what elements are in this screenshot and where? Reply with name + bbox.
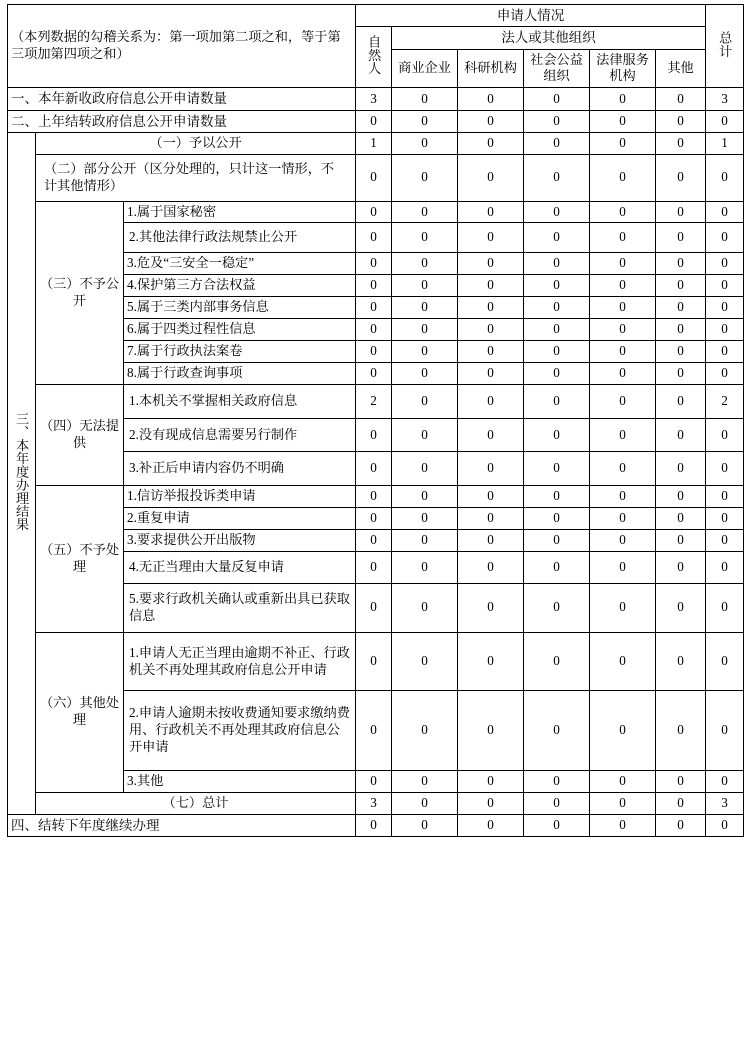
header-sub-other: 其他 <box>656 49 706 88</box>
cell-value: 0 <box>656 253 706 275</box>
cell-value: 0 <box>356 452 392 486</box>
header-natural-person-label: 自然人 <box>366 35 382 75</box>
cell-value: 0 <box>590 551 656 583</box>
cell-value: 0 <box>458 793 524 815</box>
cell-value: 0 <box>356 551 392 583</box>
item-label: 2.申请人逾期未按收费通知要求缴纳费用、行政机关不再处理其政府信息公开申请 <box>124 691 356 771</box>
cell-value: 0 <box>392 297 458 319</box>
cell-value: 0 <box>458 551 524 583</box>
cell-value: 0 <box>458 340 524 362</box>
cell-value: 2 <box>356 384 392 418</box>
cell-value: 0 <box>656 362 706 384</box>
item-label: 2.没有现成信息需要另行制作 <box>124 418 356 452</box>
cell-value: 0 <box>590 297 656 319</box>
header-sub-legal-service: 法律服务机构 <box>590 49 656 88</box>
cell-value: 0 <box>356 362 392 384</box>
cell-value: 0 <box>656 201 706 223</box>
category-cell: （三）不予公开 <box>36 201 124 384</box>
item-label: 2.其他法律行政法规禁止公开 <box>124 223 356 253</box>
cell-value: 0 <box>706 771 744 793</box>
cell-value: 0 <box>392 253 458 275</box>
cell-value: 0 <box>458 362 524 384</box>
cell-value: 0 <box>706 418 744 452</box>
cell-value: 0 <box>356 223 392 253</box>
cell-value: 0 <box>590 583 656 632</box>
category-cell: （七）总计 <box>36 793 356 815</box>
cell-value: 0 <box>706 297 744 319</box>
cell-value: 0 <box>458 384 524 418</box>
header-sub-public-welfare: 社会公益组织 <box>524 49 590 88</box>
cell-value: 0 <box>590 632 656 691</box>
cell-value: 0 <box>590 154 656 201</box>
cell-value: 0 <box>392 223 458 253</box>
cell-value: 0 <box>656 530 706 552</box>
cell-value: 0 <box>590 318 656 340</box>
table-row <box>8 384 744 418</box>
cell-value: 0 <box>524 814 590 836</box>
header-total-label: 总计 <box>717 30 733 57</box>
table-header-row-1 <box>8 5 744 27</box>
cell-value: 0 <box>590 253 656 275</box>
cell-value: 0 <box>356 814 392 836</box>
header-applicant-situation: 申请人情况 <box>356 5 706 27</box>
cell-value: 0 <box>656 132 706 154</box>
cell-value: 0 <box>590 486 656 508</box>
cell-value: 0 <box>524 793 590 815</box>
cell-value: 0 <box>656 452 706 486</box>
cell-value: 3 <box>356 88 392 110</box>
table-row <box>8 88 744 110</box>
cell-value: 0 <box>590 771 656 793</box>
cell-value: 0 <box>524 318 590 340</box>
cell-value: 0 <box>656 88 706 110</box>
cell-value: 0 <box>706 362 744 384</box>
section-label-3-text: 三、本年度办理结果 <box>14 411 30 531</box>
cell-value: 0 <box>458 530 524 552</box>
cell-value: 0 <box>524 340 590 362</box>
cell-value: 0 <box>458 583 524 632</box>
cell-value: 0 <box>656 691 706 771</box>
cell-value: 0 <box>458 632 524 691</box>
item-label: 1.属于国家秘密 <box>124 201 356 223</box>
cell-value: 0 <box>524 583 590 632</box>
cell-value: 0 <box>590 110 656 132</box>
cell-value: 0 <box>524 384 590 418</box>
cell-value: 0 <box>356 154 392 201</box>
cell-value: 0 <box>706 452 744 486</box>
item-label: 5.要求行政机关确认或重新出具已获取信息 <box>124 583 356 632</box>
cell-value: 0 <box>392 632 458 691</box>
cell-value: 3 <box>356 793 392 815</box>
cell-value: 0 <box>656 384 706 418</box>
cell-value: 0 <box>590 275 656 297</box>
cell-value: 0 <box>392 691 458 771</box>
cell-value: 0 <box>706 110 744 132</box>
cell-value: 0 <box>590 508 656 530</box>
cell-value: 0 <box>392 530 458 552</box>
cell-value: 0 <box>706 340 744 362</box>
cell-value: 0 <box>656 223 706 253</box>
item-label: 3.要求提供公开出版物 <box>124 530 356 552</box>
cell-value: 0 <box>706 508 744 530</box>
cell-value: 0 <box>392 486 458 508</box>
cell-value: 0 <box>392 154 458 201</box>
cell-value: 0 <box>590 814 656 836</box>
cell-value: 0 <box>590 418 656 452</box>
table-row <box>8 814 744 836</box>
cell-value: 0 <box>524 632 590 691</box>
cell-value: 0 <box>590 223 656 253</box>
cell-value: 0 <box>656 297 706 319</box>
item-label: 6.属于四类过程性信息 <box>124 318 356 340</box>
cell-value: 0 <box>524 223 590 253</box>
category-cell: （六）其他处理 <box>36 632 124 792</box>
cell-value: 0 <box>458 154 524 201</box>
cell-value: 0 <box>392 508 458 530</box>
cell-value: 0 <box>392 418 458 452</box>
cell-value: 0 <box>706 632 744 691</box>
cell-value: 0 <box>656 583 706 632</box>
cell-value: 0 <box>458 814 524 836</box>
cell-value: 0 <box>458 486 524 508</box>
cell-value: 0 <box>706 275 744 297</box>
cell-value: 0 <box>656 771 706 793</box>
cell-value: 0 <box>524 508 590 530</box>
cell-value: 0 <box>392 88 458 110</box>
table-row <box>8 632 744 691</box>
item-label: 3.其他 <box>124 771 356 793</box>
row-label-4: 四、结转下年度继续办理 <box>8 814 356 836</box>
cell-value: 0 <box>706 814 744 836</box>
header-sub-research: 科研机构 <box>458 49 524 88</box>
table-row <box>8 793 744 815</box>
section-label-3 <box>8 132 36 814</box>
cell-value: 0 <box>392 551 458 583</box>
cell-value: 0 <box>356 691 392 771</box>
cell-value: 0 <box>458 418 524 452</box>
cell-value: 0 <box>356 418 392 452</box>
item-label: 4.无正当理由大量反复申请 <box>124 551 356 583</box>
item-label: 8.属于行政查询事项 <box>124 362 356 384</box>
cell-value: 0 <box>706 691 744 771</box>
cell-value: 0 <box>524 297 590 319</box>
cell-value: 0 <box>706 201 744 223</box>
cell-value: 0 <box>392 201 458 223</box>
cell-value: 0 <box>392 318 458 340</box>
cell-value: 0 <box>656 508 706 530</box>
cell-value: 0 <box>524 362 590 384</box>
cell-value: 0 <box>392 340 458 362</box>
cell-value: 0 <box>656 551 706 583</box>
header-natural-person <box>356 27 392 88</box>
table-row <box>8 201 744 223</box>
cell-value: 0 <box>458 88 524 110</box>
cell-value: 0 <box>458 297 524 319</box>
note-cell: （本列数据的勾稽关系为：第一项加第二项之和，等于第三项加第四项之和） <box>8 5 356 88</box>
cell-value: 0 <box>458 275 524 297</box>
cell-value: 0 <box>706 551 744 583</box>
cell-value: 1 <box>706 132 744 154</box>
header-sub-commercial: 商业企业 <box>392 49 458 88</box>
item-label: 3.危及“三安全一稳定” <box>124 253 356 275</box>
cell-value: 0 <box>524 486 590 508</box>
cell-value: 0 <box>458 223 524 253</box>
cell-value: 0 <box>706 318 744 340</box>
cell-value: 0 <box>392 362 458 384</box>
cell-value: 0 <box>392 275 458 297</box>
header-legal-person: 法人或其他组织 <box>392 27 706 49</box>
cell-value: 0 <box>524 201 590 223</box>
cell-value: 0 <box>356 771 392 793</box>
cell-value: 0 <box>590 530 656 552</box>
cell-value: 0 <box>706 253 744 275</box>
cell-value: 0 <box>356 318 392 340</box>
cell-value: 0 <box>656 318 706 340</box>
item-label: 4.保护第三方合法权益 <box>124 275 356 297</box>
cell-value: 3 <box>706 793 744 815</box>
category-cell: （二）部分公开（区分处理的，只计这一情形，不计其他情形） <box>36 154 356 201</box>
cell-value: 0 <box>524 551 590 583</box>
cell-value: 0 <box>590 362 656 384</box>
cell-value: 0 <box>706 223 744 253</box>
cell-value: 1 <box>356 132 392 154</box>
cell-value: 0 <box>392 771 458 793</box>
cell-value: 0 <box>458 132 524 154</box>
cell-value: 0 <box>656 814 706 836</box>
cell-value: 0 <box>590 132 656 154</box>
item-label: 1.申请人无正当理由逾期不补正、行政机关不再处理其政府信息公开申请 <box>124 632 356 691</box>
cell-value: 0 <box>524 110 590 132</box>
cell-value: 0 <box>524 530 590 552</box>
cell-value: 0 <box>590 340 656 362</box>
cell-value: 0 <box>392 583 458 632</box>
cell-value: 0 <box>392 452 458 486</box>
cell-value: 0 <box>524 452 590 486</box>
cell-value: 0 <box>524 771 590 793</box>
cell-value: 0 <box>356 110 392 132</box>
cell-value: 0 <box>458 452 524 486</box>
item-label: 2.重复申请 <box>124 508 356 530</box>
cell-value: 0 <box>590 452 656 486</box>
table-row <box>8 486 744 508</box>
cell-value: 0 <box>458 110 524 132</box>
table-row <box>8 132 744 154</box>
cell-value: 0 <box>356 530 392 552</box>
cell-value: 0 <box>458 691 524 771</box>
cell-value: 0 <box>656 793 706 815</box>
row-label-1: 一、本年新收政府信息公开申请数量 <box>8 88 356 110</box>
cell-value: 0 <box>356 632 392 691</box>
item-label: 5.属于三类内部事务信息 <box>124 297 356 319</box>
cell-value: 0 <box>356 253 392 275</box>
cell-value: 0 <box>524 275 590 297</box>
table-row <box>8 154 744 201</box>
cell-value: 0 <box>356 201 392 223</box>
table-row <box>8 110 744 132</box>
item-label: 1.信访举报投诉类申请 <box>124 486 356 508</box>
cell-value: 0 <box>356 340 392 362</box>
cell-value: 0 <box>524 253 590 275</box>
cell-value: 0 <box>392 814 458 836</box>
cell-value: 3 <box>706 88 744 110</box>
cell-value: 0 <box>706 530 744 552</box>
cell-value: 0 <box>706 583 744 632</box>
cell-value: 0 <box>458 771 524 793</box>
cell-value: 0 <box>656 632 706 691</box>
cell-value: 0 <box>458 318 524 340</box>
cell-value: 0 <box>706 154 744 201</box>
cell-value: 0 <box>392 384 458 418</box>
cell-value: 0 <box>392 110 458 132</box>
cell-value: 0 <box>524 418 590 452</box>
cell-value: 0 <box>458 253 524 275</box>
cell-value: 0 <box>656 418 706 452</box>
header-total <box>706 5 744 88</box>
row-label-2: 二、上年结转政府信息公开申请数量 <box>8 110 356 132</box>
cell-value: 0 <box>392 132 458 154</box>
item-label: 7.属于行政执法案卷 <box>124 340 356 362</box>
cell-value: 0 <box>590 201 656 223</box>
cell-value: 0 <box>656 486 706 508</box>
cell-value: 0 <box>656 275 706 297</box>
cell-value: 0 <box>656 340 706 362</box>
cell-value: 0 <box>458 201 524 223</box>
item-label: 3.补正后申请内容仍不明确 <box>124 452 356 486</box>
cell-value: 0 <box>706 486 744 508</box>
cell-value: 0 <box>356 275 392 297</box>
category-cell: （五）不予处理 <box>36 486 124 632</box>
cell-value: 0 <box>524 691 590 771</box>
cell-value: 0 <box>392 793 458 815</box>
cell-value: 0 <box>356 583 392 632</box>
category-cell: （一）予以公开 <box>36 132 356 154</box>
cell-value: 0 <box>524 132 590 154</box>
cell-value: 0 <box>524 154 590 201</box>
cell-value: 2 <box>706 384 744 418</box>
cell-value: 0 <box>656 154 706 201</box>
cell-value: 0 <box>356 486 392 508</box>
cell-value: 0 <box>524 88 590 110</box>
cell-value: 0 <box>590 88 656 110</box>
item-label: 1.本机关不掌握相关政府信息 <box>124 384 356 418</box>
cell-value: 0 <box>590 384 656 418</box>
cell-value: 0 <box>656 110 706 132</box>
cell-value: 0 <box>590 793 656 815</box>
category-cell: （四）无法提供 <box>36 384 124 486</box>
cell-value: 0 <box>458 508 524 530</box>
cell-value: 0 <box>356 508 392 530</box>
cell-value: 0 <box>356 297 392 319</box>
government-info-disclosure-table <box>7 4 744 837</box>
cell-value: 0 <box>590 691 656 771</box>
